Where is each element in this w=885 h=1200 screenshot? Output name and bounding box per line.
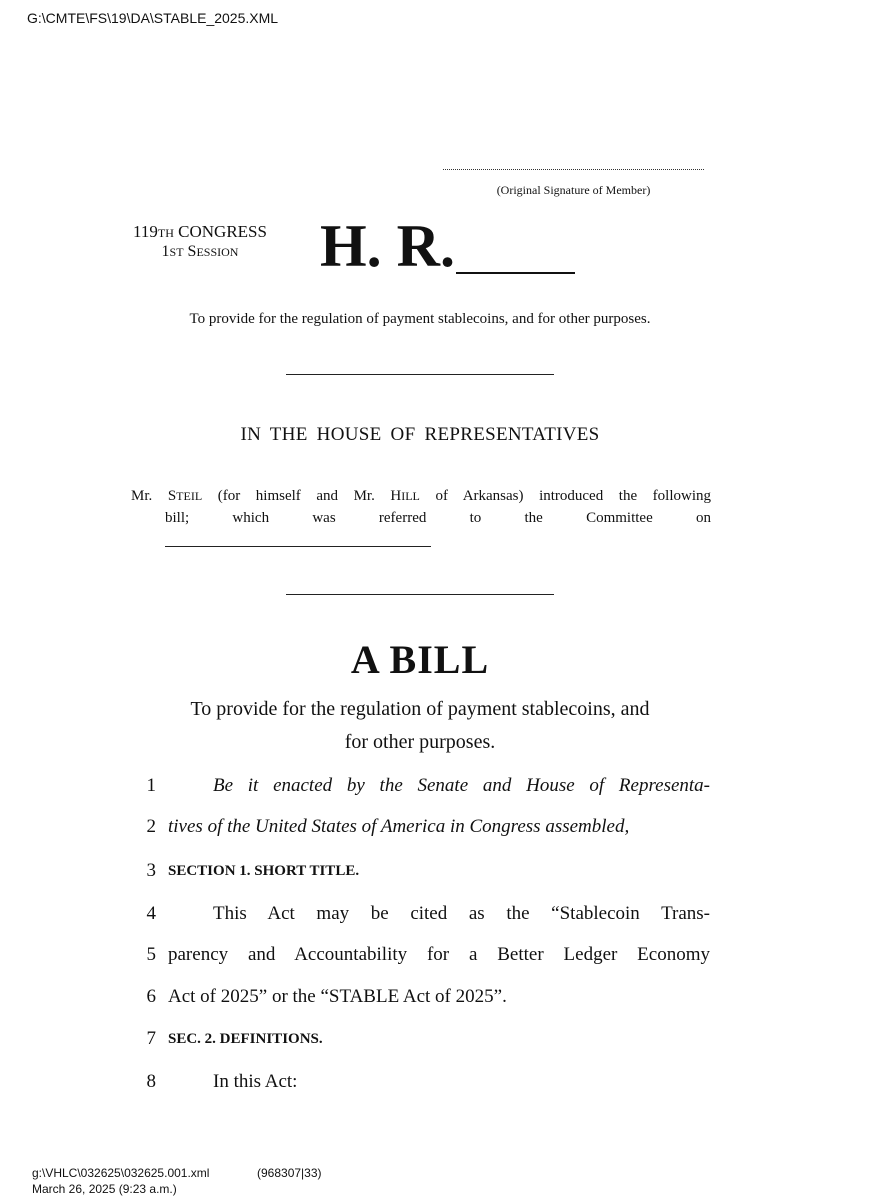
congress-ordinal: TH (157, 226, 174, 240)
session-ordinal: ST (169, 245, 184, 259)
divider-rule (286, 594, 554, 595)
line-number: 2 (146, 816, 156, 837)
footer-date: March 26, 2025 (9:23 a.m.) (32, 1182, 177, 1196)
intro-mr1: Mr. S (131, 488, 177, 504)
line-number: 5 (146, 944, 156, 965)
enacting-clause-line-1: Be it enacted by the Senate and House of Representa- (213, 775, 710, 796)
signature-line (443, 163, 704, 170)
body-line: Act of 2025” or the “STABLE Act of 2025”. (168, 986, 507, 1007)
footer-file-path: g:\VHLC\032625\032625.001.xml (32, 1166, 210, 1180)
line-number: 1 (146, 775, 156, 796)
congress-number: 119 (133, 222, 158, 241)
bill-number-blank (456, 246, 575, 274)
congress-line (100, 222, 300, 243)
session-number: 1 (161, 243, 170, 260)
line-number: 6 (146, 986, 156, 1007)
committee-blank-line (165, 546, 431, 547)
bill-number-title: H. R. (320, 213, 455, 279)
file-path-header: G:\CMTE\FS\19\DA\STABLE_2025.XML (27, 10, 279, 26)
intro-sponsor-name: TEIL (176, 489, 203, 503)
bill-purpose-line-2: for other purposes. (344, 731, 496, 753)
congress-word: CONGRESS (173, 222, 267, 241)
bill-purpose-line-1: To provide for the regulation of payment stablecoins, and (190, 698, 650, 720)
body-line: This Act may be cited as the “Stablecoin Trans- (213, 903, 710, 924)
intro-end: of Arkansas) introduced the following (419, 488, 711, 504)
section-heading: SECTION 1. SHORT TITLE. (168, 863, 360, 879)
intro-middle: (for himself and Mr. H (202, 488, 402, 504)
chamber-heading: IN THE HOUSE OF REPRESENTATIVES (240, 424, 600, 445)
short-description: To provide for the regulation of payment stablecoins, and for other purposes. (189, 311, 651, 327)
session-word: ESSION (196, 245, 239, 259)
bill-purpose (140, 693, 700, 759)
enacting-clause-line-2: tives of the United States of America in Congress assembled, (168, 816, 630, 837)
footer-code: (968307|33) (257, 1166, 322, 1180)
introduction-line-1 (131, 488, 711, 505)
congress-session-block (100, 222, 300, 261)
section-heading: SEC. 2. DEFINITIONS. (168, 1031, 323, 1047)
session-initial: S (183, 243, 197, 260)
divider-rule (286, 374, 554, 375)
signature-label: (Original Signature of Member) (496, 183, 651, 197)
line-number: 7 (146, 1028, 156, 1049)
body-line: parency and Accountability for a Better Ledger Economy (168, 944, 710, 965)
line-number: 3 (146, 860, 156, 881)
line-number: 8 (146, 1071, 156, 1092)
session-line (100, 243, 300, 261)
line-number: 4 (146, 903, 156, 924)
intro-cosponsor-name: ILL (401, 489, 420, 503)
introduction-line-2: bill; which was referred to the Committee on (165, 510, 711, 526)
bill-heading: A BILL (350, 637, 490, 682)
body-line: In this Act: (213, 1071, 298, 1092)
